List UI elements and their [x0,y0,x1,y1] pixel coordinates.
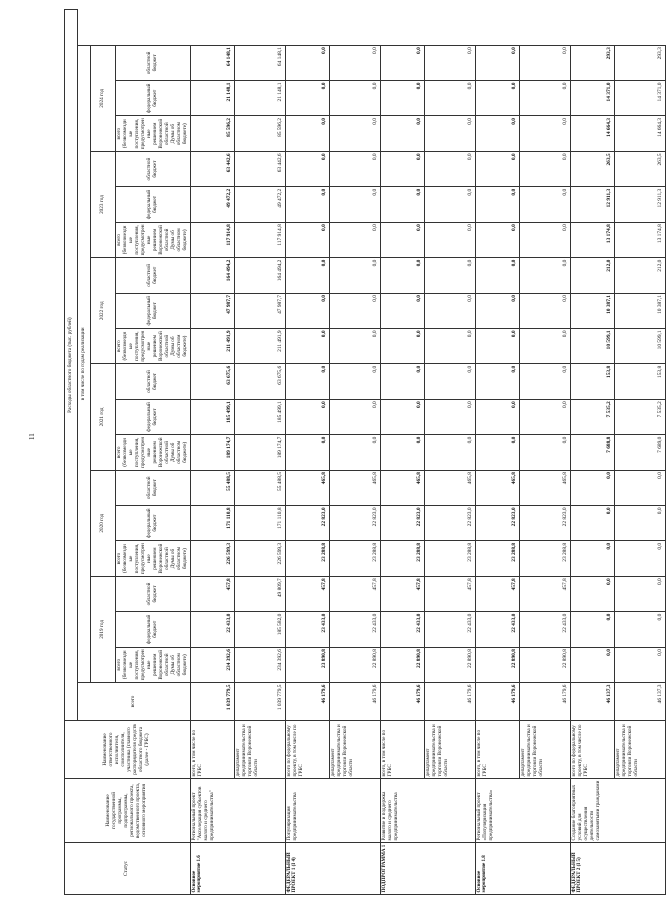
value-cell: 0,0 [329,399,380,434]
value-cell: 0,0 [285,116,329,151]
value-cell: 0,0 [380,364,424,399]
value-cell: 22 433,0 [519,612,570,647]
value-cell: 21 148,1 [234,81,285,116]
value-cell: 457,8 [329,576,380,611]
header-responsible: Наименование ответственного исполнителя, соисполнителя, участника (главного распорядителя средств областного бюджета (далее - ГРБС) [65,721,191,779]
value-cell: 23 288,8 [424,541,475,576]
value-cell: 0,0 [329,364,380,399]
value-cell: 0,0 [519,258,570,293]
header-regional-budget: областной бюджет [116,151,191,186]
value-cell: 22 433,0 [380,612,424,647]
value-cell: 21 148,1 [190,81,234,116]
value-cell: 0,0 [380,81,424,116]
value-cell: 47 987,7 [190,293,234,328]
value-cell: 0,0 [475,328,519,363]
value-cell: 55 488,5 [190,470,234,505]
row-responsible: департамент предпринимательства и торговли Воронежской области [519,721,570,779]
value-cell: 164 494,2 [234,258,285,293]
value-cell: 0,0 [380,151,424,186]
value-cell: 22 823,0 [424,505,475,540]
row-name: Региональный проект "Акселерация субъектов малого и среднего предпринимательства" [190,779,285,843]
table-row [519,10,570,895]
value-cell: 0,0 [614,505,665,540]
value-cell: 0,0 [329,151,380,186]
value-cell: 0,0 [380,328,424,363]
value-cell: 0,0 [424,187,475,222]
value-cell: 22 890,8 [380,647,424,682]
table-row [329,10,380,895]
value-cell: 0,0 [285,399,329,434]
value-cell: 22 433,0 [190,612,234,647]
table-row [190,10,234,895]
value-cell: 46 137,3 [614,683,665,721]
value-cell: 226 599,3 [234,541,285,576]
value-cell: 22 823,0 [285,505,329,540]
value-cell: 211 491,9 [234,328,285,363]
header-total: всего [78,683,191,721]
value-cell: 46 179,6 [329,683,380,721]
value-cell: 85 596,2 [190,116,234,151]
value-cell: 117 914,8 [190,222,234,257]
value-cell: 7 689,0 [614,435,665,470]
value-cell: 0,0 [475,81,519,116]
value-cell: 465,8 [424,470,475,505]
value-cell: 0,0 [285,364,329,399]
value-cell: 47 987,7 [234,293,285,328]
value-cell: 457,8 [475,576,519,611]
row-name: Региональный проект «Популяризация предпринимательства» [475,779,570,843]
value-cell: 0,0 [570,576,614,611]
value-cell: 457,8 [190,576,234,611]
value-cell: 0,0 [570,505,614,540]
header-regional-budget: областной бюджет [116,364,191,399]
header-year: 2023 год [91,151,116,257]
header-year: 2020 год [91,470,116,576]
value-cell: 0,0 [285,151,329,186]
value-cell: 85 596,2 [234,116,285,151]
value-cell: 0,0 [475,187,519,222]
table-row [380,10,424,895]
value-cell: 0,0 [424,399,475,434]
value-cell: 0,0 [424,328,475,363]
value-cell: 0,0 [519,328,570,363]
value-cell: 22 890,8 [519,647,570,682]
value-cell: 22 823,0 [329,505,380,540]
value-cell: 49 472,2 [190,187,234,222]
value-cell: 46 179,6 [285,683,329,721]
value-cell: 293,3 [614,45,665,80]
value-cell: 0,0 [329,187,380,222]
value-cell: 63 442,6 [234,151,285,186]
row-status: ПОДПРОГРАММА 1 [380,843,475,895]
value-cell: 0,0 [475,293,519,328]
row-responsible: всего по федеральному проекту, в том числе по ГРБС [570,721,614,779]
header-name: Наименование государственной программы, подпрограммы, регионального проекта, ведомственного проекта, основного мероприятия [65,779,191,843]
header-regional-budget: областной бюджет [116,576,191,611]
value-cell: 0,0 [424,151,475,186]
value-cell: 7 535,2 [570,399,614,434]
value-cell: 465,8 [475,470,519,505]
page-number: 11 [28,433,36,440]
header-federal-budget: федеральный бюджет [116,399,191,434]
value-cell: 1 039 779,5 [234,683,285,721]
row-responsible: департамент предпринимательства и торговли Воронежской области [614,721,665,779]
value-cell: 46 137,3 [570,683,614,721]
value-cell: 185 582,0 [234,612,285,647]
value-cell: 153,8 [614,364,665,399]
value-cell: 164 494,2 [190,258,234,293]
value-cell: 0,0 [285,187,329,222]
value-cell: 10 387,1 [570,293,614,328]
value-cell: 23 288,8 [285,541,329,576]
header-status: Статус [65,843,191,895]
value-cell: 23 288,8 [519,541,570,576]
header-year: 2021 год [91,364,116,470]
value-cell: 22 433,0 [329,612,380,647]
value-cell: 0,0 [424,116,475,151]
value-cell: 22 890,8 [475,647,519,682]
row-status: ФЕДЕРАЛЬНЫЙ ПРОЕКТ 1 (I 4) [285,843,380,895]
value-cell: 49 472,2 [234,187,285,222]
value-cell: 0,0 [424,81,475,116]
value-cell: 0,0 [329,45,380,80]
value-cell: 0,0 [570,541,614,576]
value-cell: 0,0 [614,541,665,576]
value-cell: 0,0 [329,293,380,328]
value-cell: 0,0 [285,328,329,363]
value-cell: 0,0 [329,258,380,293]
value-cell: 0,0 [519,222,570,257]
value-cell: 7 535,2 [614,399,665,434]
value-cell: 0,0 [475,45,519,80]
value-cell: 226 599,3 [190,541,234,576]
value-cell: 13 174,8 [570,222,614,257]
row-status: Основное мероприятие 1.6 [190,843,285,895]
value-cell: 0,0 [519,116,570,151]
value-cell: 117 914,8 [234,222,285,257]
table-row [475,10,519,895]
value-cell: 263,5 [614,151,665,186]
value-cell: 63 442,6 [190,151,234,186]
value-cell: 0,0 [570,470,614,505]
value-cell: 185 499,1 [190,399,234,434]
row-status: ФЕДЕРАЛЬНЫЙ ПРОЕКТ 2 (I 5) [570,843,665,895]
value-cell: 0,0 [614,576,665,611]
header-year-total: всего (безвозмездные поступления, предусмотренные решением Воронежской областной Думы об областном бюджете) [116,541,191,576]
value-cell: 0,0 [475,222,519,257]
value-cell: 63 675,6 [190,364,234,399]
value-cell: 23 288,8 [380,541,424,576]
value-cell: 46 179,6 [519,683,570,721]
value-cell: 0,0 [519,293,570,328]
value-cell: 171 110,8 [190,505,234,540]
value-cell: 23 433,0 [285,612,329,647]
value-cell: 0,0 [380,187,424,222]
value-cell: 263,5 [570,151,614,186]
value-cell: 0,0 [380,258,424,293]
header-year: 2019 год [91,576,116,682]
header-year-total: всего (безвозмездные поступления, предусмотренные решением Воронежской областной Думы об областном бюджете) [116,116,191,151]
value-cell: 64 148,1 [190,45,234,80]
value-cell: 0,0 [329,116,380,151]
value-cell: 234 392,6 [190,647,234,682]
value-cell: 0,0 [519,364,570,399]
value-cell: 211 491,9 [190,328,234,363]
value-cell: 0,0 [614,612,665,647]
budget-table-sheet [64,10,664,895]
value-cell: 0,0 [424,45,475,80]
table-row [570,10,614,895]
header-regional-budget: областной бюджет [116,258,191,293]
value-cell: 0,0 [285,222,329,257]
value-cell: 0,0 [424,293,475,328]
row-responsible: департамент предпринимательства и торговли Воронежской области [234,721,285,779]
value-cell: 14 371,0 [570,81,614,116]
value-cell: 153,8 [570,364,614,399]
value-cell: 0,0 [424,222,475,257]
value-cell: 0,0 [329,222,380,257]
header-year: 2022 год [91,258,116,364]
value-cell: 185 499,1 [234,399,285,434]
value-cell: 0,0 [519,187,570,222]
value-cell: 22 433,0 [424,612,475,647]
value-cell: 0,0 [475,258,519,293]
value-cell: 0,0 [424,258,475,293]
row-responsible: департамент предпринимательства и торговли Воронежской области [424,721,475,779]
row-name: Популяризация предпринимательства [285,779,380,843]
row-status: Основное мероприятие 1.8 [475,843,570,895]
value-cell: 0,0 [475,435,519,470]
value-cell: 0,0 [475,364,519,399]
value-cell: 171 110,8 [234,505,285,540]
row-responsible: департамент предпринимательства и торговли Воронежской области [329,721,380,779]
value-cell: 0,0 [519,435,570,470]
table-row [285,10,329,895]
value-cell: 14 371,0 [614,81,665,116]
header-federal-budget: федеральный бюджет [116,505,191,540]
value-cell: 212,0 [614,258,665,293]
value-cell: 465,8 [329,470,380,505]
header-regional-budget: областной бюджет [116,470,191,505]
value-cell: 0,0 [424,435,475,470]
value-cell: 0,0 [380,116,424,151]
value-cell: 0,0 [424,364,475,399]
budget-table [64,9,666,895]
value-cell: 13 174,8 [614,222,665,257]
header-including-by-years: в том числе по годам реализации [78,45,91,682]
value-cell: 0,0 [570,647,614,682]
value-cell: 465,8 [285,470,329,505]
value-cell: 0,0 [380,435,424,470]
header-year: 2024 год [91,45,116,151]
value-cell: 14 664,3 [570,116,614,151]
value-cell: 0,0 [475,116,519,151]
value-cell: 23 288,8 [329,541,380,576]
value-cell: 0,0 [570,612,614,647]
row-name: Создание благоприятных условий для осуществления деятельности самозанятыми гражданами [570,779,665,843]
value-cell: 0,0 [475,151,519,186]
value-cell: 7 688,8 [570,435,614,470]
value-cell: 0,0 [285,293,329,328]
value-cell: 0,0 [475,399,519,434]
value-cell: 457,8 [519,576,570,611]
value-cell: 0,0 [614,647,665,682]
value-cell: 55 488,5 [234,470,285,505]
value-cell: 12 911,3 [570,187,614,222]
value-cell: 22 823,0 [380,505,424,540]
header-year-total: всего (безвозмездные поступления, предусмотренные решением Воронежской областной Думы об областном бюджете) [116,328,191,363]
value-cell: 457,8 [285,576,329,611]
header-federal-budget: федеральный бюджет [116,293,191,328]
value-cell: 46 179,6 [380,683,424,721]
table-row [424,10,475,895]
value-cell: 22 433,0 [475,612,519,647]
table-row [614,10,665,895]
value-cell: 10 599,1 [614,328,665,363]
value-cell: 457,8 [380,576,424,611]
row-responsible: всего по федеральному проекту, в том числе по ГРБС [285,721,329,779]
value-cell: 64 148,1 [234,45,285,80]
value-cell: 23 890,8 [285,647,329,682]
value-cell: 12 911,3 [614,187,665,222]
value-cell: 189 174,7 [190,435,234,470]
value-cell: 63 675,6 [234,364,285,399]
value-cell: 234 392,6 [234,647,285,682]
header-expenses-title: Расходы областного бюджета (тыс. рублей) [65,10,78,721]
value-cell: 0,0 [519,151,570,186]
value-cell: 0,0 [285,258,329,293]
value-cell: 0,0 [380,45,424,80]
value-cell: 457,8 [424,576,475,611]
header-federal-budget: федеральный бюджет [116,612,191,647]
value-cell: 0,0 [329,81,380,116]
value-cell: 22 890,8 [329,647,380,682]
value-cell: 293,3 [570,45,614,80]
value-cell: 22 823,0 [475,505,519,540]
value-cell: 14 664,3 [614,116,665,151]
row-name: Развитие и поддержка малого и среднего предпринимательства [380,779,475,843]
value-cell: 10 599,1 [570,328,614,363]
value-cell: 0,0 [380,293,424,328]
value-cell: 0,0 [285,45,329,80]
value-cell: 0,0 [380,222,424,257]
value-cell: 46 179,6 [475,683,519,721]
table-row [234,10,285,895]
row-responsible: всего, в том числе по ГРБС [475,721,519,779]
header-year-total: всего (безвозмездные поступления, предусмотренные решением Воронежской областной Думы об областном бюджете) [116,435,191,470]
value-cell: 189 174,7 [234,435,285,470]
value-cell: 0,0 [329,328,380,363]
value-cell: 46 179,6 [424,683,475,721]
value-cell: 0,0 [519,81,570,116]
value-cell: 22 890,8 [424,647,475,682]
value-cell: 0,0 [285,81,329,116]
value-cell: 22 823,0 [519,505,570,540]
value-cell: 10 387,1 [614,293,665,328]
header-year-total: всего (безвозмездные поступления, предусмотренные решением Воронежской областной Думы об областном бюджете) [116,222,191,257]
header-year-total: всего (безвозмездные поступления, предусмотренные решением Воронежской областной Думы об областном бюджете) [116,647,191,682]
value-cell: 0,0 [614,470,665,505]
value-cell: 0,0 [380,399,424,434]
value-cell: 465,8 [380,470,424,505]
value-cell: 0,0 [329,435,380,470]
row-responsible: всего, в том числе по ГРБС [190,721,234,779]
value-cell: 23 288,8 [475,541,519,576]
value-cell: 1 039 779,5 [190,683,234,721]
header-federal-budget: федеральный бюджет [116,187,191,222]
value-cell: 0,0 [285,435,329,470]
header-federal-budget: федеральный бюджет [116,81,191,116]
header-regional-budget: областной бюджет [116,45,191,80]
value-cell: 0,0 [519,399,570,434]
value-cell: 49 809,7 [234,576,285,611]
value-cell: 0,0 [519,45,570,80]
row-responsible: всего, в том числе по ГРБС [380,721,424,779]
value-cell: 465,8 [519,470,570,505]
value-cell: 212,0 [570,258,614,293]
